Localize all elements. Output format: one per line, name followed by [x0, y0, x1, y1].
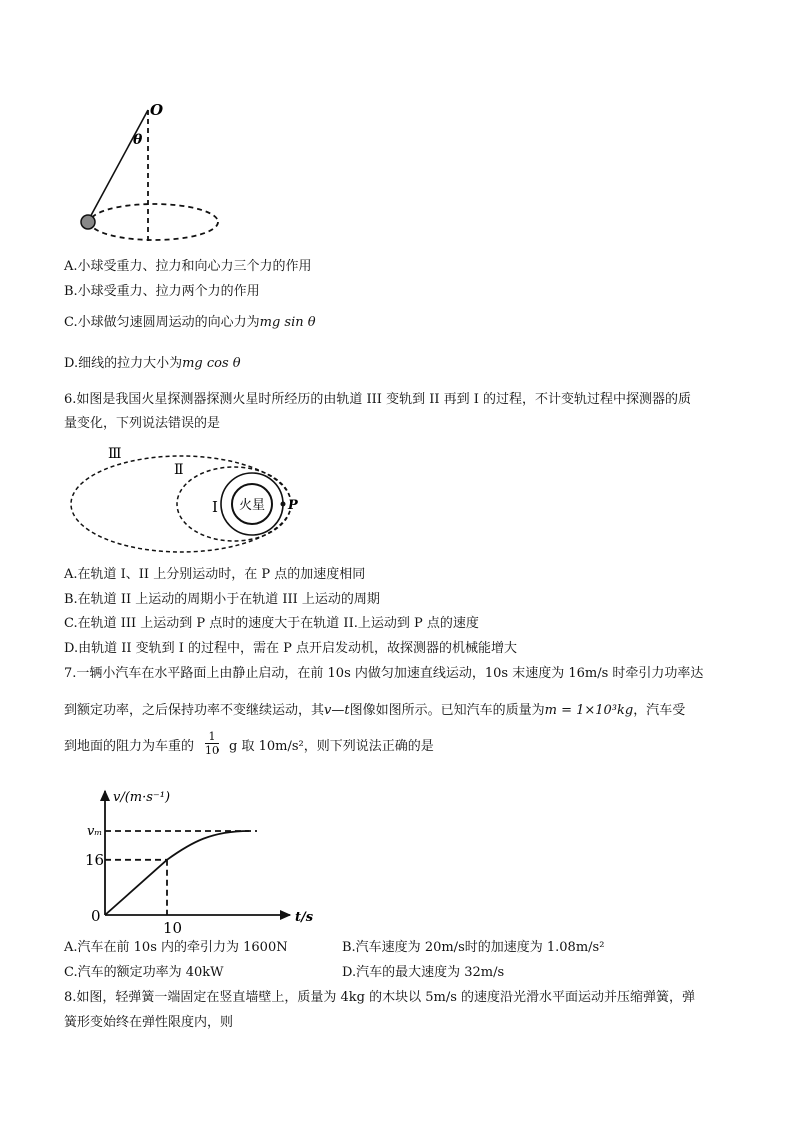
label-orbit-1: I	[212, 498, 218, 516]
q6-stem-line-2: 量变化，下列说法错误的是	[64, 416, 221, 431]
circular-path-dashed	[90, 204, 218, 240]
q7-stem-3-b: ，g 取 10m/s²，则下列说法正确的是	[216, 739, 434, 754]
fraction	[205, 730, 219, 757]
q7-stem-2-a: 到额定功率，之后保持功率不变继续运动，其	[64, 703, 325, 718]
label-orbit-3: Ⅲ	[108, 446, 122, 462]
q6-option-d: D.由轨道 II 变轨到 I 的过程中，需在 P 点开启发动机，故探测器的机械能增大	[64, 641, 518, 656]
q7-option-d: D.汽车的最大速度为 32m/s	[342, 965, 505, 980]
tick-vm: vₘ	[87, 824, 103, 839]
q5-option-d-math: mg cos θ	[182, 356, 241, 371]
q7-option-b: B.汽车速度为 20m/s时的加速度为 1.08m/s²	[342, 940, 605, 955]
point-p-dot	[281, 502, 286, 507]
q5-option-c	[64, 315, 316, 331]
label-theta: θ	[133, 132, 143, 148]
tick-16: 16	[85, 851, 105, 869]
label-orbit-2: Ⅱ	[174, 462, 184, 478]
q6-stem-line-1: 6.如图是我国火星探测器探测火星时所经历的由轨道 III 变轨到 II 再到 I 的过程，不计变轨过程中探测器的质	[64, 392, 692, 407]
conical-pendulum-figure	[70, 95, 230, 250]
x-axis-label: t/s	[295, 910, 314, 925]
q8-stem-line-1: 8.如图，轻弹簧一端固定在竖直墙壁上，质量为 4kg 的木块以 5m/s 的速度沿光滑水平面运动并压缩弹簧，弹	[64, 990, 696, 1005]
q5-option-c-text: C.小球做匀速圆周运动的向心力为	[64, 315, 260, 330]
q6-option-c: C.在轨道 III 上运动到 P 点时的速度大于在轨道 II.上运动到 P 点的速度	[64, 616, 479, 631]
linear-segment	[105, 860, 167, 915]
q7-option-a: A.汽车在前 10s 内的牵引力为 1600N	[64, 940, 288, 955]
mars-orbit-figure	[64, 440, 304, 560]
fraction-numerator: 1	[205, 730, 219, 744]
q7-stem-line-1: 7.一辆小汽车在水平路面上由静止启动，在前 10s 内做匀加速直线运动，10s 末速度为 16m/s 时牵引力功率达	[64, 666, 704, 681]
q5-option-a: A.小球受重力、拉力和向心力三个力的作用	[64, 259, 312, 274]
tick-10: 10	[163, 919, 183, 937]
mars-label: 火星	[238, 498, 266, 513]
q7-option-c: C.汽车的额定功率为 40kW	[64, 965, 224, 980]
vt-chart	[85, 785, 320, 940]
q5-option-c-math: mg sin θ	[259, 315, 316, 330]
q7-stem-3-a: 到地面的阻力为车重的	[64, 739, 195, 754]
q6-option-a: A.在轨道 I、II 上分别运动时，在 P 点的加速度相同	[64, 567, 366, 582]
q5-option-b: B.小球受重力、拉力两个力的作用	[64, 284, 260, 299]
tick-0: 0	[91, 907, 101, 925]
q5-option-d-text: D.细线的拉力大小为	[64, 356, 183, 371]
fraction-denominator: 10	[205, 744, 219, 757]
q8-stem-line-2: 簧形变始终在弹性限度内，则	[64, 1015, 234, 1030]
q7-mass: m = 1×10³kg	[544, 703, 634, 718]
q7-stem-line-3	[64, 739, 434, 755]
y-axis-label: v/(m·s⁻¹)	[113, 790, 171, 805]
label-o: O	[150, 101, 164, 119]
power-curve	[167, 831, 249, 860]
label-p: P	[288, 498, 298, 513]
q6-option-b: B.在轨道 II 上运动的周期小于在轨道 III 上运动的周期	[64, 592, 380, 607]
q7-stem-line-2	[64, 703, 685, 719]
q7-stem-2-c: ，汽车受	[633, 703, 686, 718]
q7-stem-2-b: 图像如图所示。已知汽车的质量为	[349, 703, 545, 718]
ball	[81, 215, 95, 229]
q7-vt: v—t	[324, 703, 350, 718]
q5-option-d	[64, 356, 241, 372]
